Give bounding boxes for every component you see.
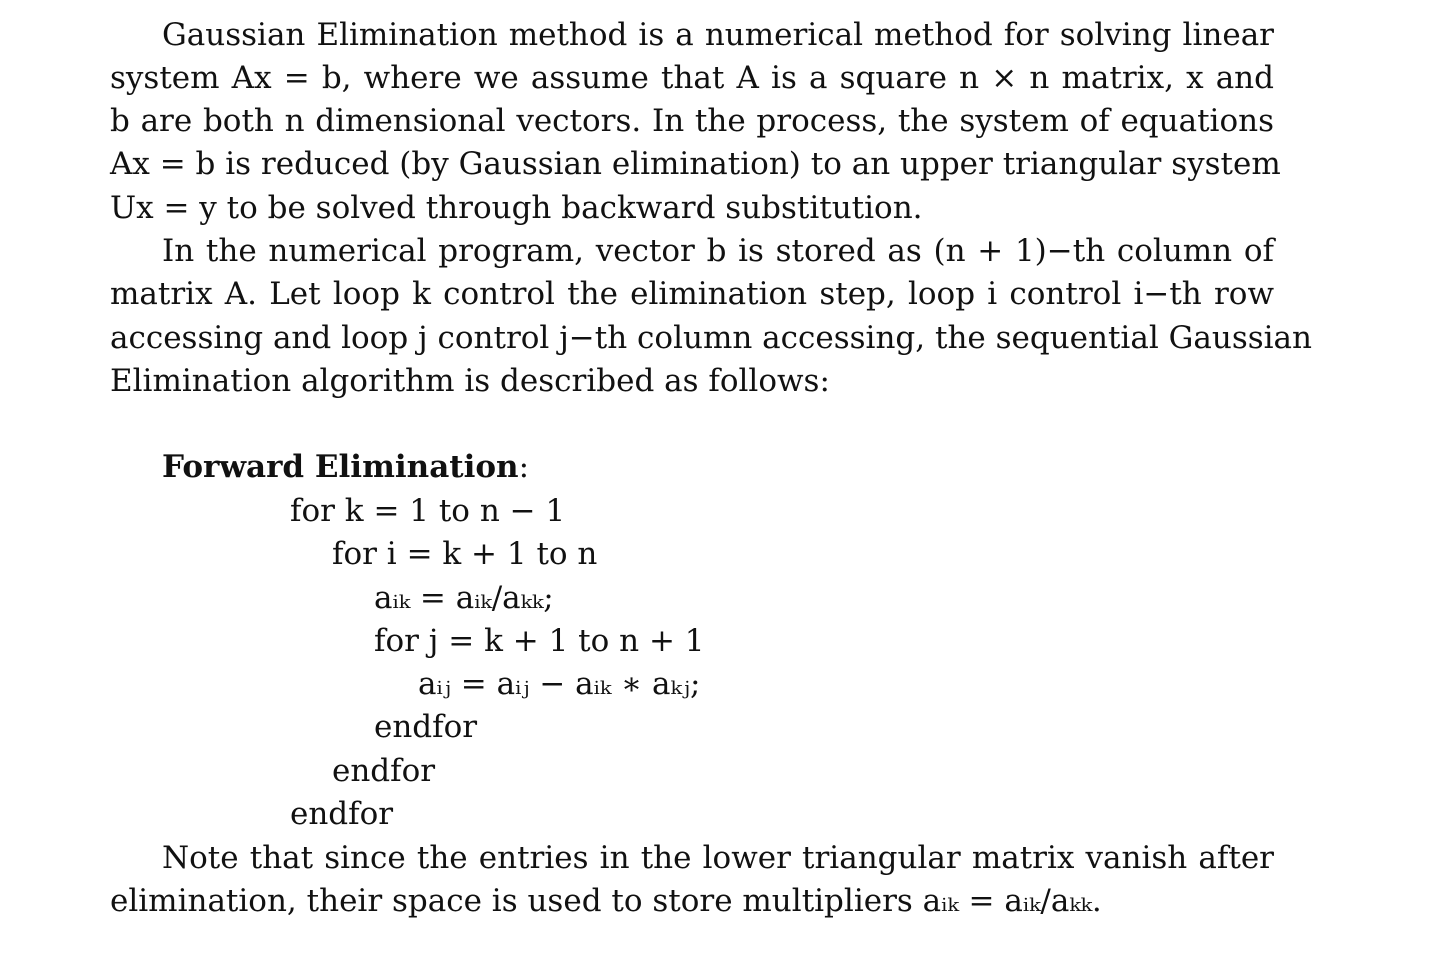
paragraph-1-line-5: Ux = y to be solved through backward substitution. (110, 190, 923, 226)
paragraph-1-line-3: b are both n dimensional vectors. In the process, the system of equations (110, 103, 1274, 139)
paragraph-3-line-2: elimination, their space is used to store multipliers aᵢₖ = aᵢₖ/aₖₖ. (110, 883, 1102, 919)
paragraph-1-line-4: Ax = b is reduced (by Gaussian elimination) to an upper triangular system (110, 146, 1281, 182)
algorithm-line-endfor-i: endfor (332, 753, 436, 789)
algorithm-heading-colon: : (518, 449, 530, 485)
paragraph-2-line-3: accessing and loop j control j−th column accessing, the sequential Gaussian (110, 320, 1312, 356)
paragraph-1-line-1: Gaussian Elimination method is a numerical method for solving linear (162, 17, 1274, 53)
algorithm-heading-row (162, 445, 529, 489)
algorithm-heading: Forward Elimination (162, 449, 519, 485)
paragraph-2-line-4: Elimination algorithm is described as follows: (110, 363, 830, 399)
paragraph-2-line-1: In the numerical program, vector b is stored as (n + 1)−th column of (162, 233, 1274, 269)
algorithm-line-for-k: for k = 1 to n − 1 (290, 493, 566, 529)
algorithm-line-endfor-j: endfor (374, 709, 478, 745)
algorithm-line-endfor-k: endfor (290, 796, 394, 832)
algorithm-line-for-j: for j = k + 1 to n + 1 (374, 623, 705, 659)
algorithm-line-update: aᵢⱼ = aᵢⱼ − aᵢₖ ∗ aₖⱼ; (418, 666, 701, 702)
paragraph-2-line-2: matrix A. Let loop k control the elimination step, loop i control i−th row (110, 276, 1274, 312)
paragraph-1-line-2: system Ax = b, where we assume that A is a square n × n matrix, x and (110, 60, 1274, 96)
paragraph-3-line-1: Note that since the entries in the lower triangular matrix vanish after (162, 840, 1274, 876)
algorithm-line-for-i: for i = k + 1 to n (332, 536, 598, 572)
algorithm-line-multiplier: aᵢₖ = aᵢₖ/aₖₖ; (374, 580, 554, 616)
